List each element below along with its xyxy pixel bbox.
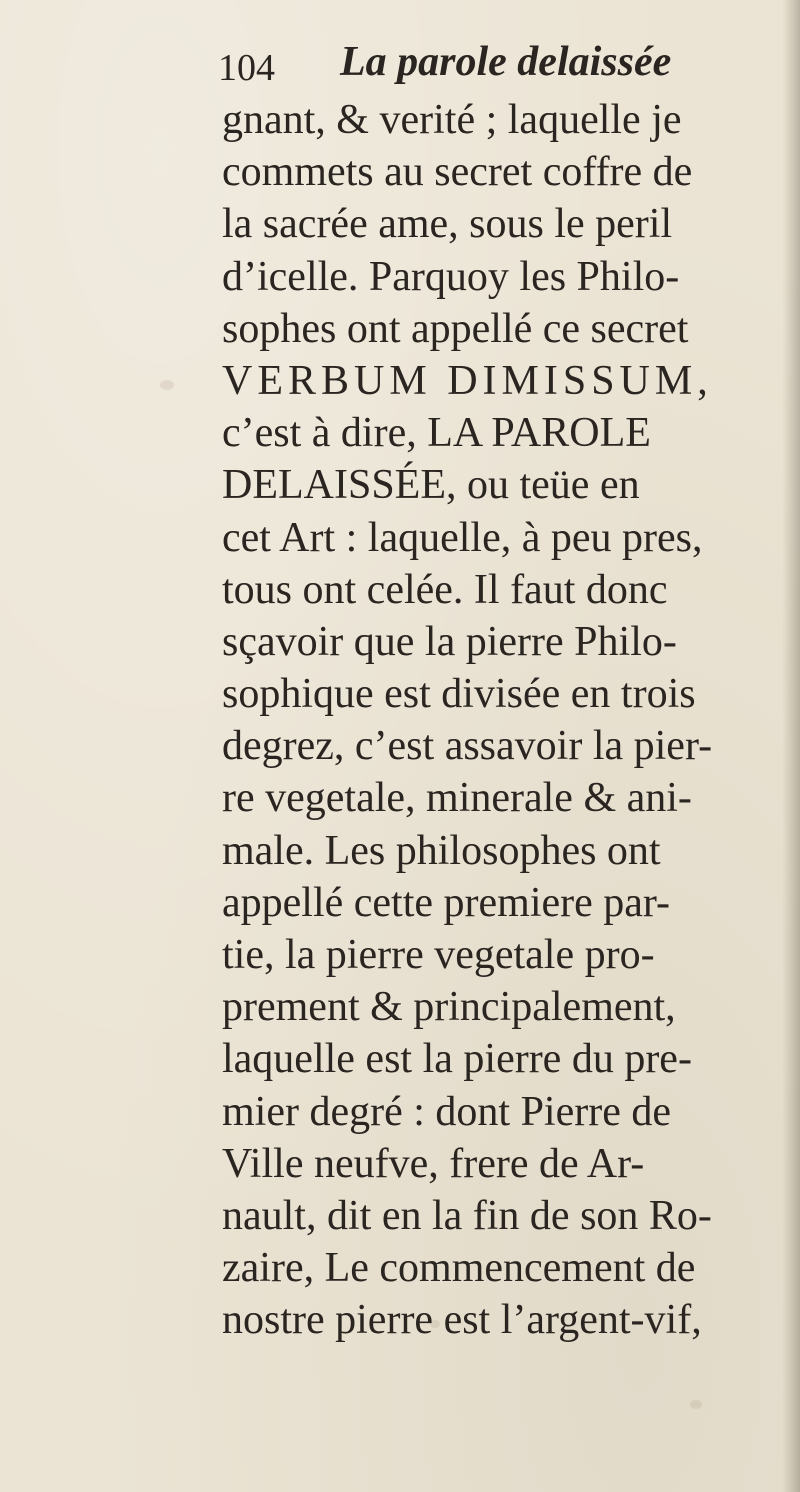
text-line: sophes ont appellé ce secret (222, 305, 689, 352)
text-line: sophique est divisée en trois (222, 671, 696, 718)
text-line: zaire, Le commencement de (222, 1245, 696, 1292)
page-header (218, 38, 778, 90)
text-line: tous ont celée. Il faut donc (222, 566, 668, 613)
page-edge-shadow (782, 0, 800, 1492)
text-line: cet Art : laquelle, à peu pres, (222, 514, 703, 561)
text-line: DELAISSÉE, ou teüe en (222, 462, 640, 509)
running-title: La parole delaissée (340, 39, 672, 85)
text-line: prement & principalement, (222, 984, 676, 1031)
body-text (222, 94, 788, 1347)
page-number: 104 (218, 47, 275, 89)
text-line: gnant, & verité ; laquelle je (222, 97, 682, 143)
text-line: tie, la pierre vegetale pro- (222, 932, 655, 978)
text-line: mier degré : dont Pierre de (222, 1088, 671, 1135)
text-line: commets au secret coffre de (222, 149, 693, 196)
text-line: VERBUM DIMISSUM, (222, 357, 713, 404)
text-line: degrez, c’est assavoir la pier- (222, 723, 713, 770)
text-line: c’est à dire, LA PAROLE (222, 410, 651, 457)
text-line: sçavoir que la pierre Philo- (222, 618, 677, 665)
text-line: la sacrée ame, sous le peril (222, 201, 673, 248)
text-line: nostre pierre est l’argent-vif, (222, 1297, 702, 1344)
text-line: laquelle est la pierre du pre- (222, 1036, 692, 1083)
text-line: nault, dit en la fin de son Ro- (222, 1192, 712, 1239)
text-line: re vegetale, minerale & ani- (222, 775, 692, 822)
text-line: Ville neufve, frere de Ar- (222, 1140, 645, 1187)
text-line: appellé cette premiere par- (222, 879, 671, 926)
text-line: male. Les philosophes ont (222, 827, 661, 874)
text-line: d’icelle. Parquoy les Philo- (222, 253, 680, 300)
